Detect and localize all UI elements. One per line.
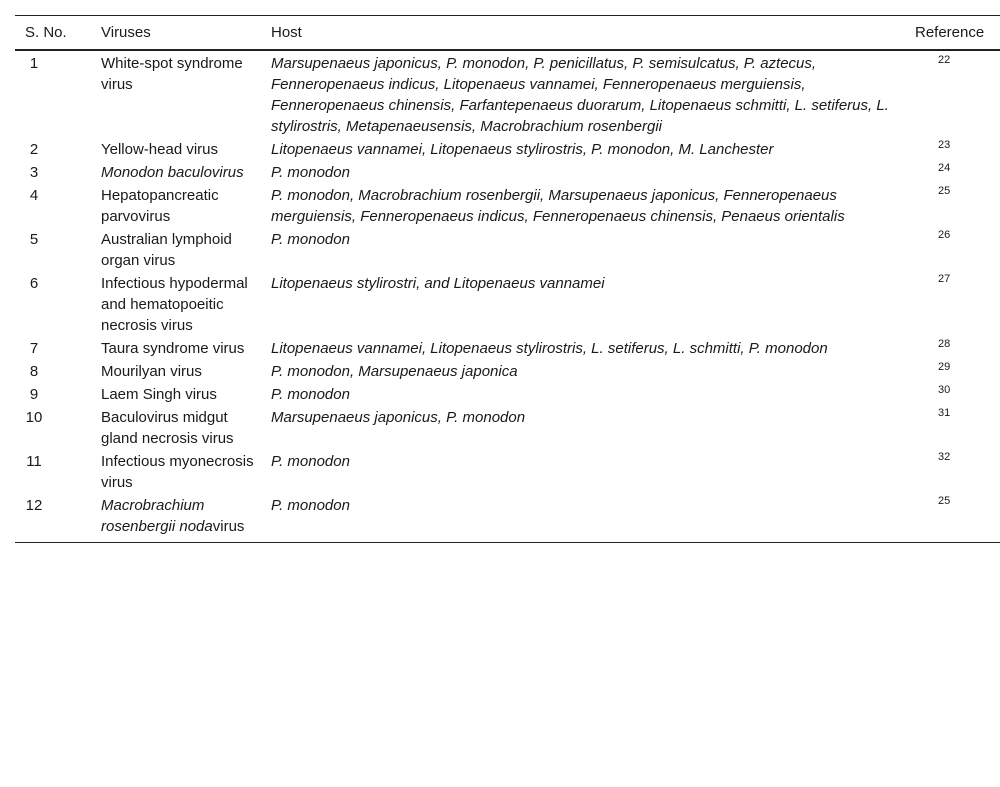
table-row — [15, 383, 1000, 406]
row-sno: 5 — [29, 231, 39, 248]
row-reference[interactable]: 32 — [938, 451, 951, 463]
row-virus: Infectious hypodermal and hematopoeitic necrosis virus — [101, 275, 248, 334]
row-sno: 6 — [29, 275, 39, 292]
row-sno: 7 — [29, 340, 39, 357]
row-reference[interactable]: 23 — [938, 139, 951, 151]
row-virus: Monodon baculovirus — [101, 164, 244, 181]
header-host: Host — [271, 24, 302, 41]
row-reference[interactable]: 28 — [938, 338, 951, 350]
row-virus: Laem Singh virus — [101, 386, 217, 403]
row-sno: 4 — [29, 187, 39, 204]
table-row — [15, 272, 1000, 337]
row-virus: Infectious myonecrosis virus — [101, 453, 254, 491]
row-sno: 11 — [26, 453, 42, 470]
row-sno: 3 — [29, 164, 39, 181]
row-reference[interactable]: 31 — [938, 407, 951, 419]
header-reference: Reference — [915, 24, 985, 41]
table-row — [15, 138, 1000, 161]
table-row — [15, 228, 1000, 272]
row-virus: Yellow-head virus — [101, 141, 219, 158]
row-host: Marsupenaeus japonicus, P. monodon, P. penicillatus, P. semisulcatus, P. aztecus, Fenneropenaeus indicus, Litopenaeus vannamei, Fenneropenaeus merguiensis, Fenneropenaeus chinensis, Farfantepenaeus duorarum, Litopenaeus schmitti, L. setiferus, L. stylirostris, Metapenaeusensis, Macrobrachium rosenbergii — [271, 55, 889, 135]
row-virus: Baculovirus midgut gland necrosis virus — [101, 409, 234, 447]
row-host: P. monodon, Marsupenaeus japonica — [271, 363, 518, 380]
row-virus: White-spot syndrome virus — [101, 55, 243, 93]
row-sno: 12 — [25, 497, 43, 514]
row-host: P. monodon — [271, 497, 350, 514]
row-host: P. monodon — [271, 386, 350, 403]
row-host: Litopenaeus vannamei, Litopenaeus stylirostris, L. setiferus, L. schmitti, P. monodon — [271, 340, 828, 357]
row-reference[interactable]: 26 — [938, 229, 951, 241]
row-reference[interactable]: 22 — [938, 54, 951, 66]
row-sno: 9 — [29, 386, 39, 403]
row-host: Marsupenaeus japonicus, P. monodon — [271, 409, 526, 426]
row-reference[interactable]: 25 — [938, 185, 951, 197]
table-row — [15, 450, 1000, 494]
table-row — [15, 50, 1000, 138]
row-reference[interactable]: 30 — [938, 384, 951, 396]
row-host: P. monodon — [271, 231, 350, 248]
row-reference[interactable]: 27 — [938, 273, 951, 285]
header-virus: Viruses — [101, 24, 151, 41]
row-host: P. monodon, Macrobrachium rosenbergii, Marsupenaeus japonicus, Fenneropenaeus merguiensis, Fenneropenaeus indicus, Fenneropenaeus chinensis, Penaeus orientalis — [271, 187, 845, 225]
row-sno: 10 — [25, 409, 43, 426]
table-row — [15, 360, 1000, 383]
row-virus: Hepatopancreatic parvovirus — [101, 187, 219, 225]
row-sno: 2 — [29, 141, 39, 158]
row-host: P. monodon — [271, 164, 350, 181]
row-virus-italic: Macrobrachium rosenbergii noda — [101, 497, 213, 535]
table-row — [15, 494, 1000, 543]
row-virus-suffix: virus — [212, 518, 245, 535]
table-header-row — [15, 16, 1000, 51]
row-virus: Australian lymphoid organ virus — [101, 231, 232, 269]
virus-host-table — [15, 15, 1000, 543]
row-virus: Mourilyan virus — [101, 363, 202, 380]
row-virus: Taura syndrome virus — [101, 340, 245, 357]
row-virus — [101, 494, 271, 543]
virus-host-table-container — [15, 15, 985, 543]
row-sno: 8 — [29, 363, 39, 380]
row-reference[interactable]: 25 — [938, 495, 951, 507]
table-row — [15, 337, 1000, 360]
row-reference[interactable]: 24 — [938, 162, 951, 174]
table-row — [15, 184, 1000, 228]
row-sno: 1 — [29, 55, 39, 72]
row-host: Litopenaeus stylirostri, and Litopenaeus vannamei — [271, 275, 605, 292]
row-reference[interactable]: 29 — [938, 361, 951, 373]
header-sno: S. No. — [25, 24, 67, 41]
row-host: Litopenaeus vannamei, Litopenaeus stylirostris, P. monodon, M. Lanchester — [271, 141, 774, 158]
row-host: P. monodon — [271, 453, 350, 470]
table-row — [15, 161, 1000, 184]
table-row — [15, 406, 1000, 450]
